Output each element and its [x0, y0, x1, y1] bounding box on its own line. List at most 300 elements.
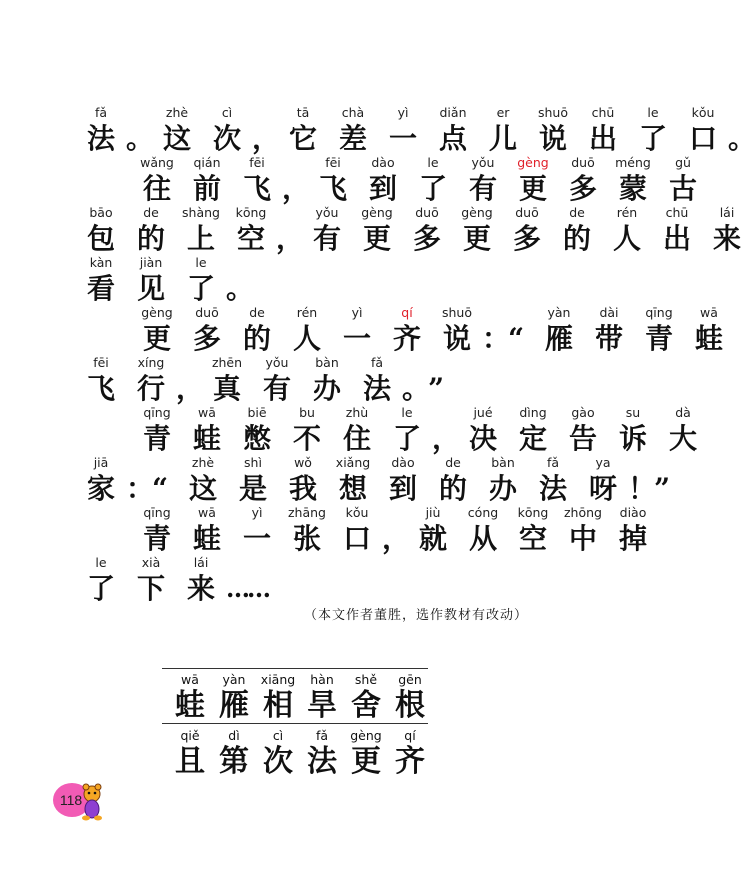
hanzi: 空	[518, 522, 547, 555]
character-cell	[652, 204, 702, 256]
pinyin: gèng	[350, 728, 382, 743]
hanzi: 说	[442, 322, 471, 355]
hanzi: 第	[219, 744, 249, 779]
hanzi: 齐	[392, 322, 421, 355]
character-cell	[558, 404, 608, 456]
hanzi: 蛙	[192, 422, 221, 455]
pinyin: de	[445, 455, 461, 470]
pinyin: ya	[595, 455, 611, 470]
character-cell	[76, 354, 126, 406]
character-cell	[678, 104, 728, 156]
pinyin: chà	[341, 105, 365, 120]
hanzi: 不	[292, 422, 321, 455]
character-cell	[202, 354, 252, 406]
pinyin: gēn	[398, 672, 422, 687]
hanzi: 多	[568, 172, 597, 205]
pinyin: fēi	[325, 155, 341, 170]
pinyin: le	[427, 155, 439, 170]
pinyin: bu	[299, 405, 315, 420]
hanzi: 说	[538, 122, 567, 155]
hanzi: 古	[668, 172, 697, 205]
pinyin: hàn	[310, 672, 334, 687]
hanzi: 了	[418, 172, 447, 205]
pinyin: qīng	[143, 405, 171, 420]
pinyin: méng	[615, 155, 651, 170]
character-cell	[76, 204, 126, 256]
hanzi: 齐	[395, 744, 425, 779]
pinyin: zhāng	[287, 505, 326, 520]
hanzi: 法	[307, 744, 337, 779]
pinyin: duō	[515, 205, 539, 220]
pinyin: zhēn	[211, 355, 243, 370]
pinyin: jiù	[425, 505, 441, 520]
character-cell	[328, 454, 378, 506]
character-cell	[408, 504, 458, 556]
pinyin: su	[625, 405, 641, 420]
hanzi: 蒙	[618, 172, 647, 205]
hanzi: 包	[86, 222, 115, 255]
new-character-cell	[256, 672, 300, 724]
hanzi: 到	[368, 172, 397, 205]
punctuation: 。	[402, 372, 431, 405]
character-cell	[478, 104, 528, 156]
character-row-1	[168, 672, 432, 724]
character-cell	[278, 454, 328, 506]
pinyin: qí	[401, 305, 413, 320]
punctuation: ”	[654, 472, 671, 505]
character-cell	[332, 404, 382, 456]
pinyin: yì	[397, 105, 409, 120]
hanzi: 儿	[488, 122, 517, 155]
pinyin: yì	[351, 305, 363, 320]
pinyin: qí	[404, 728, 416, 743]
hanzi: 诉	[618, 422, 647, 455]
character-cell	[508, 154, 558, 206]
hanzi: 了	[392, 422, 421, 455]
character-cell	[432, 304, 482, 356]
character-cell	[684, 304, 734, 356]
hanzi: 就	[418, 522, 447, 555]
character-cell	[408, 154, 458, 206]
character-cell	[308, 154, 358, 206]
character-cell	[578, 454, 628, 506]
hanzi: 告	[568, 422, 597, 455]
ellipsis: ……	[226, 574, 268, 603]
pinyin: shuō	[537, 105, 568, 120]
pinyin: qián	[193, 155, 221, 170]
pinyin: rén	[616, 205, 638, 220]
character-cell	[378, 104, 428, 156]
hanzi: 多	[192, 322, 221, 355]
pinyin: diào	[619, 505, 647, 520]
character-cell	[352, 204, 402, 256]
pinyin: gào	[571, 405, 595, 420]
pinyin: xíng	[137, 355, 165, 370]
new-character-cell	[300, 672, 344, 724]
hanzi: 了	[638, 122, 667, 155]
character-cell	[328, 104, 378, 156]
character-cell	[228, 454, 278, 506]
new-character-cell	[168, 728, 212, 780]
hanzi: 多	[512, 222, 541, 255]
character-cell	[182, 154, 232, 206]
page-number: 118	[59, 792, 83, 808]
hanzi: 一	[242, 522, 271, 555]
pinyin: fǎ	[315, 728, 329, 743]
hanzi: 呀	[588, 472, 617, 505]
text-line	[76, 354, 454, 406]
punctuation: “	[152, 472, 169, 505]
character-word-box	[162, 668, 428, 778]
punctuation: ，	[282, 172, 311, 205]
pinyin: lái	[719, 205, 735, 220]
pinyin: duō	[571, 155, 595, 170]
character-cell	[608, 154, 658, 206]
pinyin: wǒ	[294, 455, 312, 470]
pinyin: cì	[221, 105, 233, 120]
hanzi: 定	[518, 422, 547, 455]
pinyin: jiā	[93, 455, 109, 470]
hanzi: 更	[518, 172, 547, 205]
punctuation: ，	[276, 222, 305, 255]
character-cell	[178, 454, 228, 506]
pinyin: xià	[141, 555, 161, 570]
hanzi: 有	[312, 222, 341, 255]
hanzi: 往	[142, 172, 171, 205]
hanzi: 的	[438, 472, 467, 505]
hanzi: 口	[688, 122, 717, 155]
hanzi: 更	[362, 222, 391, 255]
hanzi: 办	[312, 372, 341, 405]
hanzi: 次	[212, 122, 241, 155]
hanzi: 差	[338, 122, 367, 155]
character-row-2	[168, 728, 432, 780]
hanzi: 张	[292, 522, 321, 555]
pinyin: wā	[181, 672, 199, 687]
hanzi: 掉	[618, 522, 647, 555]
character-cell	[558, 504, 608, 556]
character-cell	[508, 504, 558, 556]
hanzi: 有	[468, 172, 497, 205]
hanzi: 到	[388, 472, 417, 505]
hanzi: 了	[86, 572, 115, 605]
pinyin: yǒu	[265, 355, 289, 370]
pinyin: yàn	[547, 305, 571, 320]
hanzi: 一	[388, 122, 417, 155]
pinyin: bàn	[315, 355, 339, 370]
character-cell	[302, 204, 352, 256]
character-cell	[402, 204, 452, 256]
pinyin: dà	[675, 405, 691, 420]
hanzi: 次	[263, 744, 293, 779]
punctuation: ！	[628, 472, 657, 505]
pinyin: gèng	[517, 155, 549, 170]
hanzi: 法	[362, 372, 391, 405]
punctuation: ，	[382, 522, 411, 555]
hanzi: 更	[351, 744, 381, 779]
pinyin: cì	[272, 728, 284, 743]
character-cell	[76, 554, 126, 606]
pinyin: de	[143, 205, 159, 220]
new-character-cell	[300, 728, 344, 780]
character-cell	[478, 454, 528, 506]
new-character-cell	[168, 672, 212, 724]
pinyin: fǎ	[370, 355, 384, 370]
pinyin: lái	[193, 555, 209, 570]
character-cell	[628, 104, 678, 156]
pinyin: dào	[391, 455, 415, 470]
pinyin: kōng	[517, 505, 549, 520]
hanzi: 这	[162, 122, 191, 155]
punctuation: ，	[176, 372, 205, 405]
character-cell	[176, 554, 226, 606]
pinyin: gǔ	[675, 155, 691, 170]
pinyin: jiàn	[139, 255, 163, 270]
pinyin: kàn	[89, 255, 113, 270]
hanzi: 是	[238, 472, 267, 505]
character-cell	[202, 104, 252, 156]
character-cell	[458, 504, 508, 556]
pinyin: zhè	[165, 105, 189, 120]
pinyin: chū	[591, 105, 615, 120]
text-line	[76, 104, 754, 156]
text-line	[132, 404, 708, 456]
pinyin: shuō	[441, 305, 472, 320]
hanzi: 人	[292, 322, 321, 355]
pinyin: qīng	[143, 505, 171, 520]
character-cell	[602, 204, 652, 256]
pinyin: le	[95, 555, 107, 570]
character-cell	[232, 404, 282, 456]
hanzi: 出	[588, 122, 617, 155]
hanzi: 决	[468, 422, 497, 455]
hanzi: 更	[462, 222, 491, 255]
hanzi: 雁	[544, 322, 573, 355]
pinyin: shì	[244, 455, 262, 470]
pinyin: chū	[665, 205, 689, 220]
character-cell	[182, 504, 232, 556]
new-character-cell	[344, 728, 388, 780]
character-cell	[332, 504, 382, 556]
character-cell	[578, 104, 628, 156]
character-cell	[634, 304, 684, 356]
punctuation: ：	[482, 322, 511, 355]
pinyin: tā	[296, 105, 310, 120]
character-cell	[702, 204, 752, 256]
hanzi: 舍	[351, 688, 381, 723]
hanzi: 来	[186, 572, 215, 605]
pinyin: biē	[247, 405, 267, 420]
punctuation: 。	[728, 122, 756, 155]
text-line	[76, 254, 255, 306]
hanzi: 见	[136, 272, 165, 305]
pinyin: shàng	[182, 205, 220, 220]
character-cell	[132, 404, 182, 456]
pinyin: dì	[228, 728, 240, 743]
hanzi: 了	[186, 272, 215, 305]
punctuation: 。	[226, 272, 255, 305]
new-character-cell	[388, 728, 432, 780]
hanzi: 行	[136, 372, 165, 405]
character-cell	[282, 504, 332, 556]
pinyin: dìng	[519, 405, 547, 420]
pinyin: fēi	[249, 155, 265, 170]
hanzi: 带	[594, 322, 623, 355]
hanzi: 点	[438, 122, 467, 155]
pinyin: wǎng	[140, 155, 174, 170]
pinyin: zhù	[345, 405, 369, 420]
pinyin: qiě	[180, 728, 200, 743]
character-cell	[132, 504, 182, 556]
character-cell	[558, 154, 608, 206]
character-cell	[502, 204, 552, 256]
hanzi: 出	[662, 222, 691, 255]
hanzi: 上	[186, 222, 215, 255]
hanzi: 飞	[318, 172, 347, 205]
pinyin: wā	[198, 505, 216, 520]
hanzi: 相	[263, 688, 293, 723]
punctuation: ，	[252, 122, 281, 155]
pinyin: qīng	[645, 305, 673, 320]
character-cell	[458, 154, 508, 206]
hanzi: 憋	[242, 422, 271, 455]
character-cell	[378, 454, 428, 506]
hanzi: 前	[192, 172, 221, 205]
hanzi: 更	[142, 322, 171, 355]
pinyin: er	[496, 105, 510, 120]
pinyin: fǎ	[546, 455, 560, 470]
pinyin: le	[195, 255, 207, 270]
pinyin: zhōng	[564, 505, 602, 520]
pinyin: fēi	[93, 355, 109, 370]
character-cell	[278, 104, 328, 156]
hanzi: 这	[188, 472, 217, 505]
character-cell	[382, 404, 432, 456]
character-cell	[232, 304, 282, 356]
character-cell	[428, 454, 478, 506]
character-cell	[534, 304, 584, 356]
source-attribution: （本文作者董胜，选作教材有改动）	[303, 608, 528, 623]
hanzi: 办	[488, 472, 517, 505]
hanzi: 中	[568, 522, 597, 555]
hanzi: 真	[212, 372, 241, 405]
pinyin: diǎn	[439, 105, 467, 120]
punctuation: ：	[126, 472, 155, 505]
hanzi: 的	[562, 222, 591, 255]
hanzi: 青	[644, 322, 673, 355]
pinyin: gèng	[141, 305, 173, 320]
hanzi: 蛙	[175, 688, 205, 723]
text-line	[132, 154, 708, 206]
hanzi: 蛙	[694, 322, 723, 355]
pinyin: duō	[195, 305, 219, 320]
hanzi: 且	[175, 744, 205, 779]
character-cell	[126, 204, 176, 256]
pinyin: zhè	[191, 455, 215, 470]
hanzi: 法	[538, 472, 567, 505]
text-line	[76, 454, 680, 506]
pinyin: wā	[198, 405, 216, 420]
punctuation: 。	[126, 122, 155, 155]
pinyin: kǒu	[345, 505, 369, 520]
character-cell	[332, 304, 382, 356]
hanzi: 蛙	[192, 522, 221, 555]
new-character-cell	[212, 672, 256, 724]
pinyin: yàn	[222, 672, 246, 687]
hanzi: 根	[395, 688, 425, 723]
pinyin: le	[401, 405, 413, 420]
character-cell	[252, 354, 302, 406]
character-cell	[176, 204, 226, 256]
text-line	[76, 554, 274, 606]
character-cell	[282, 304, 332, 356]
pinyin: cóng	[467, 505, 499, 520]
hanzi: 法	[86, 122, 115, 155]
hanzi: 家	[86, 472, 115, 505]
pinyin: wā	[700, 305, 718, 320]
hanzi: 来	[712, 222, 741, 255]
hanzi: 旱	[307, 688, 337, 723]
character-cell	[608, 404, 658, 456]
character-cell	[76, 454, 126, 506]
character-cell	[232, 504, 282, 556]
pinyin: bāo	[89, 205, 113, 220]
page-badge	[52, 780, 104, 822]
character-cell	[528, 104, 578, 156]
character-cell	[658, 154, 708, 206]
page-badge-graphic	[52, 780, 104, 822]
pinyin: kōng	[235, 205, 267, 220]
hanzi: 多	[412, 222, 441, 255]
hanzi: 人	[612, 222, 641, 255]
hanzi: 看	[86, 272, 115, 305]
character-cell	[126, 554, 176, 606]
pinyin: bàn	[491, 455, 515, 470]
hanzi: 的	[242, 322, 271, 355]
pinyin: xiāng	[260, 672, 296, 687]
hanzi: 口	[342, 522, 371, 555]
character-cell	[658, 404, 708, 456]
character-cell	[452, 204, 502, 256]
text-line	[76, 204, 752, 256]
character-cell	[126, 354, 176, 406]
hanzi: 雁	[219, 688, 249, 723]
hanzi: 从	[468, 522, 497, 555]
pinyin: xiǎng	[335, 455, 371, 470]
character-cell	[232, 154, 282, 206]
pinyin: yǒu	[315, 205, 339, 220]
pinyin: le	[647, 105, 659, 120]
hanzi: 我	[288, 472, 317, 505]
pinyin: yì	[251, 505, 263, 520]
text-line	[132, 304, 734, 356]
pinyin: shě	[354, 672, 378, 687]
new-character-cell	[256, 728, 300, 780]
pinyin: de	[249, 305, 265, 320]
character-cell	[458, 404, 508, 456]
character-cell	[182, 304, 232, 356]
character-cell	[76, 254, 126, 306]
pinyin: rén	[296, 305, 318, 320]
new-character-cell	[388, 672, 432, 724]
character-cell	[302, 354, 352, 406]
character-cell	[358, 154, 408, 206]
pinyin: kǒu	[691, 105, 715, 120]
hanzi: 它	[288, 122, 317, 155]
character-cell	[152, 104, 202, 156]
punctuation: ，	[432, 422, 461, 455]
hanzi: 青	[142, 422, 171, 455]
